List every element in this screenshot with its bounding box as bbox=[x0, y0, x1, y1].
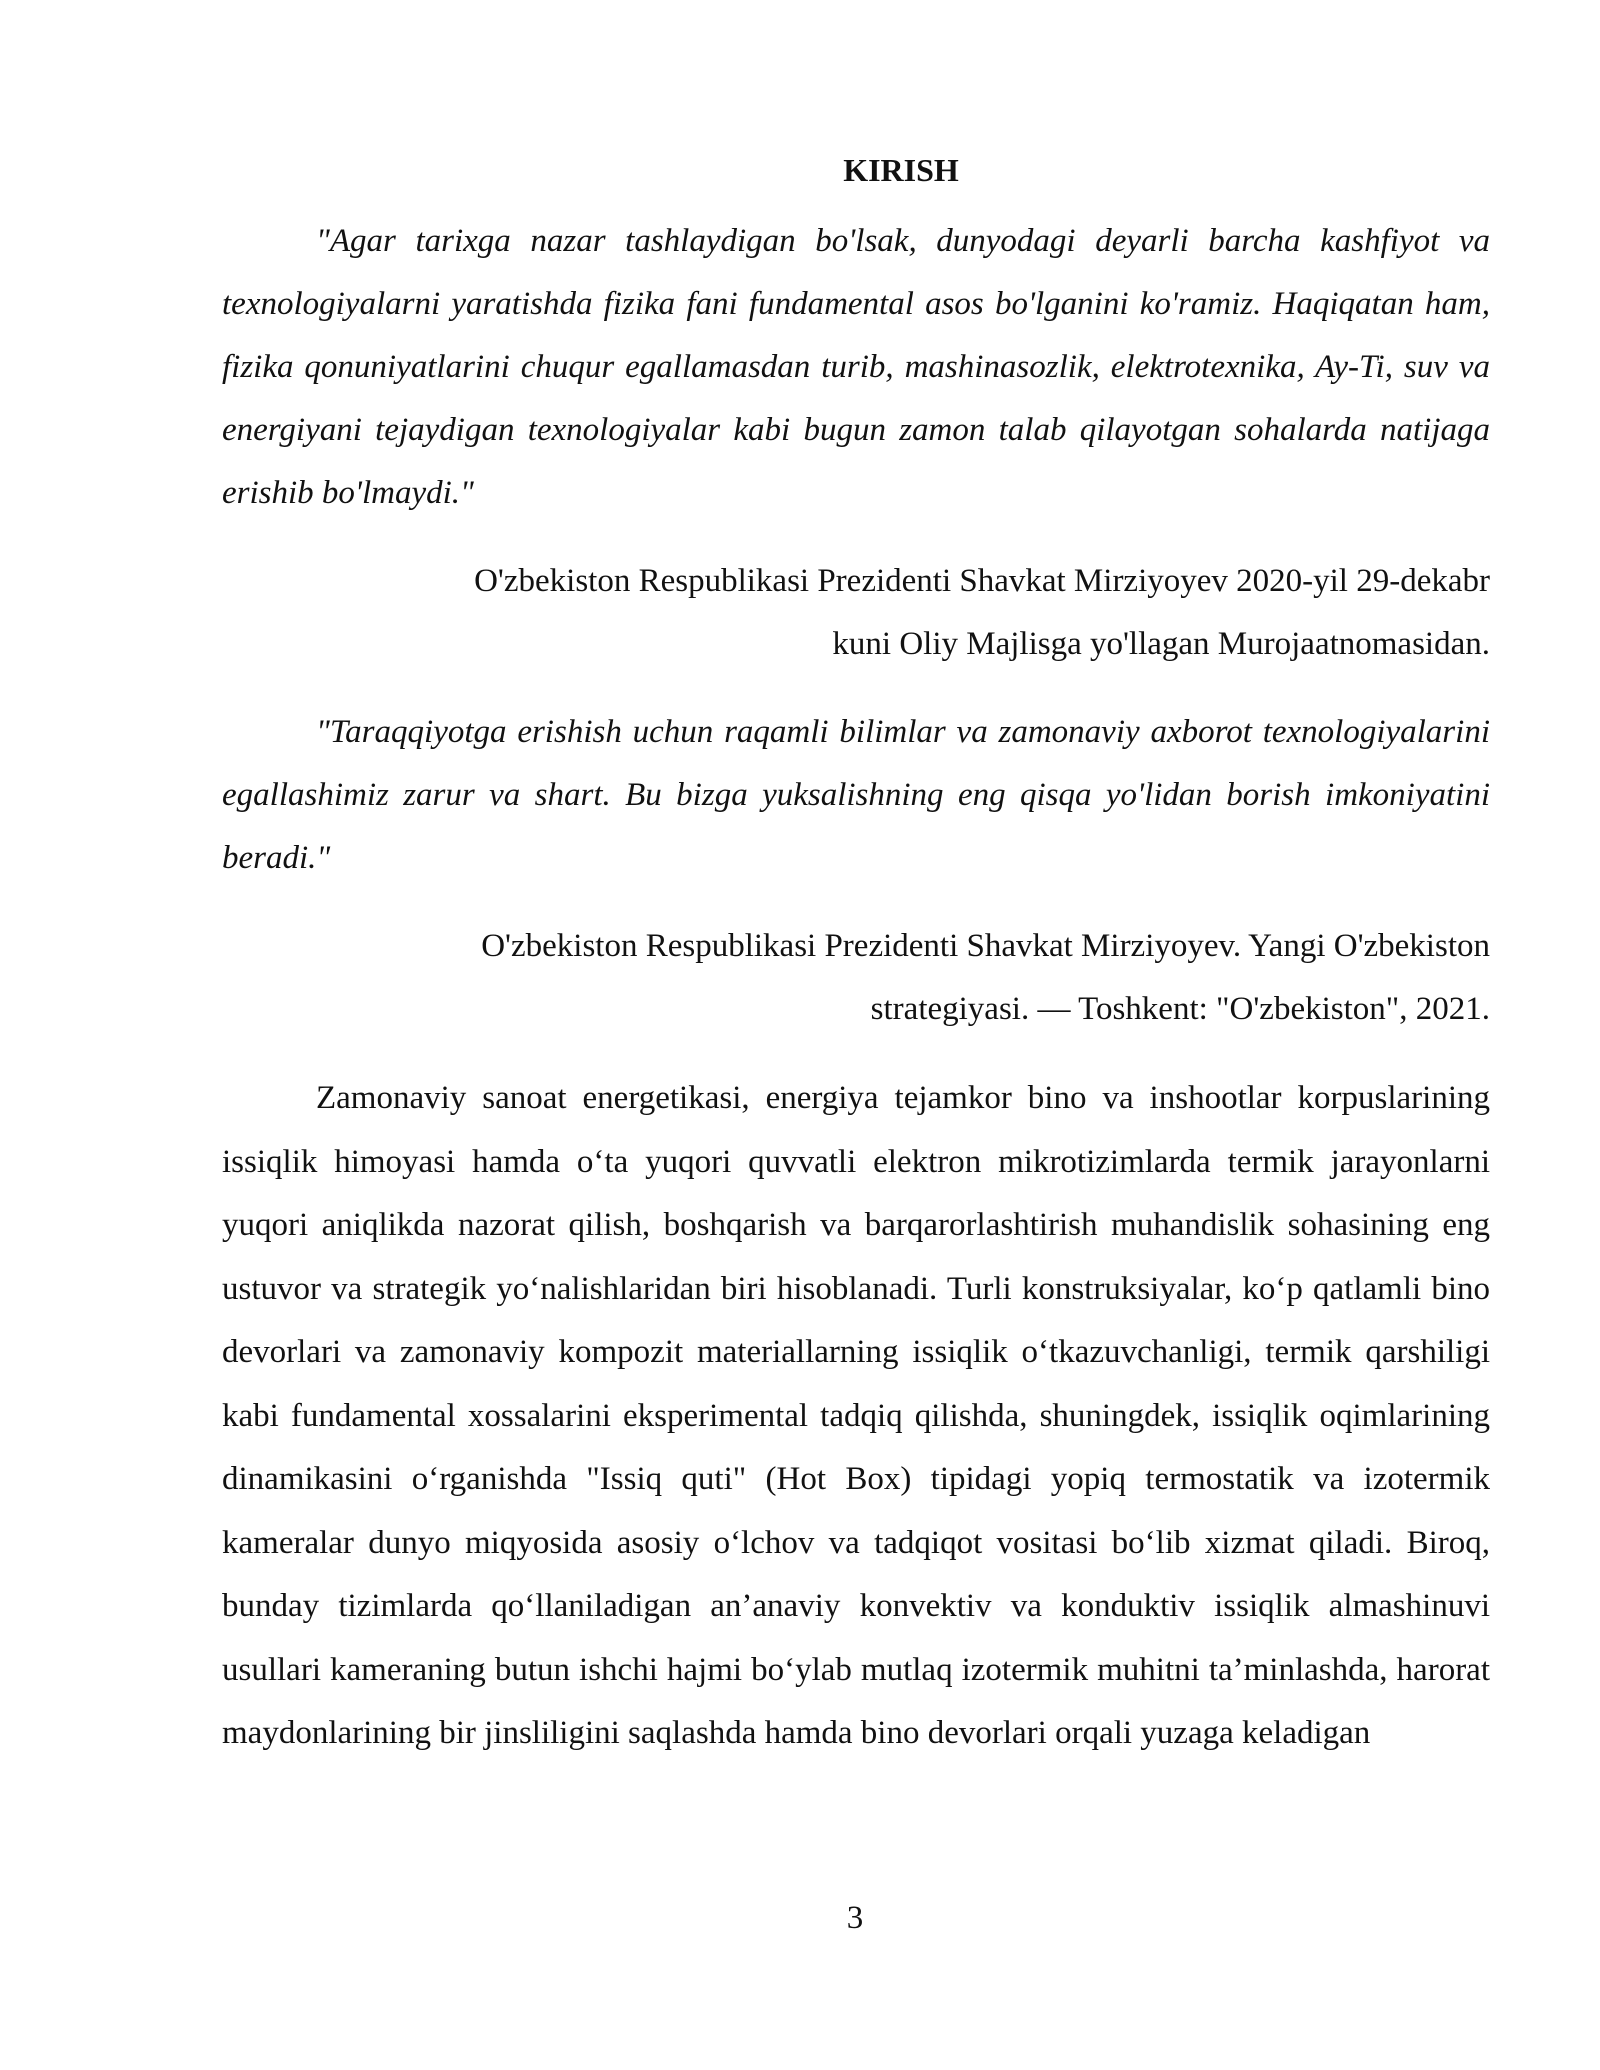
attribution-1-line-2: kuni Oliy Majlisga yo'llagan Murojaatnomasidan. bbox=[832, 626, 1490, 662]
attribution-1-line-1: O'zbekiston Respublikasi Prezidenti Shavkat Mirziyoyev 2020-yil 29-dekabr bbox=[474, 563, 1490, 599]
epigraph-attribution-1 bbox=[222, 550, 1490, 676]
epigraph-attribution-2 bbox=[222, 915, 1490, 1041]
page-number: 3 bbox=[846, 1900, 864, 1936]
attribution-2-line-1: O'zbekiston Respublikasi Prezidenti Shavkat Mirziyoyev. Yangi O'zbekiston bbox=[481, 928, 1490, 964]
epigraph-quote-2: "Taraqqiyotga erishish uchun raqamli bilimlar va zamonaviy axborot texnologiyalarini egallashimiz zarur va shart. Bu bizga yuksalishning eng qisqa yo'lidan borish imkoniyatini beradi." bbox=[222, 714, 1490, 876]
body-paragraph: Zamonaviy sanoat energetikasi, energiya tejamkor bino va inshootlar korpuslarining issiqlik himoyasi hamda o‘ta yuqori quvvatli elektron mikrotizimlarda termik jarayonlarni yuqori aniqlikda nazorat qilish, boshqarish va barqarorlashtirish muhandislik sohasining eng ustuvor va strategik yo‘nalishlaridan biri hisoblanadi. Turli konstruksiyalar, ko‘p qatlamli bino devorlari va zamonaviy kompozit materiallarning issiqlik o‘tkazuvchanligi, termik qarshiligi kabi fundamental xossalarini eksperimental tadqiq qilishda, shuningdek, issiqlik oqimlarining dinamikasini o‘rganishda "Issiq quti" (Hot Box) tipidagi yopiq termostatik va izotermik kameralar dunyo miqyosida asosiy o‘lchov va tadqiqot vositasi bo‘lib xizmat qiladi. Biroq, bunday tizimlarda qo‘llaniladigan an’anaviy konvektiv va konduktiv issiqlik almashinuvi usullari kameraning butun ishchi hajmi bo‘ylab mutlaq izotermik muhitni ta’minlashda, harorat maydonlarining bir jinsliligini saqlashda hamda bino devorlari orqali yuzaga keladigan bbox=[222, 1080, 1490, 1751]
epigraph-quote-1: "Agar tarixga nazar tashlaydigan bo'lsak, dunyodagi deyarli barcha kashfiyot va texnologiyalarni yaratishda fizika fani fundamental asos bo'lganini ko'ramiz. Haqiqatan ham, fizika qonuniyatlarini chuqur egallamasdan turib, mashinasozlik, elektrotexnika, Ay-Ti, suv va energiyani tejaydigan texnologiyalar kabi bugun zamon talab qilayotgan sohalarda natijaga erishib bo'lmaydi." bbox=[222, 223, 1490, 511]
attribution-2-line-2: strategiyasi. — Toshkent: "O'zbekiston", 2021. bbox=[870, 991, 1490, 1027]
page-content bbox=[222, 148, 1490, 1766]
section-heading: KIRISH bbox=[843, 152, 959, 188]
